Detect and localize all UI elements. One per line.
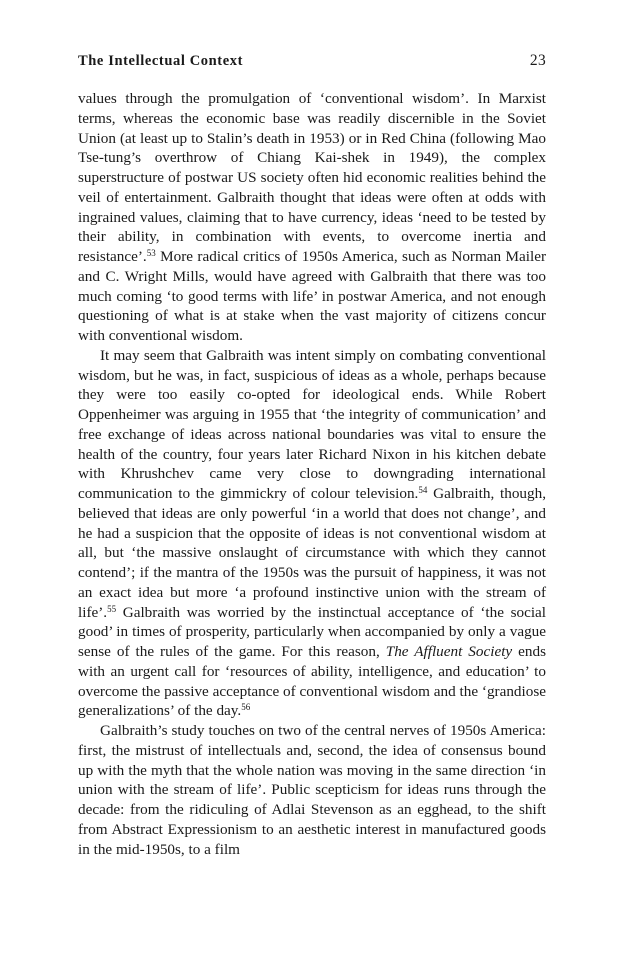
text-run: values through the promulgation of ‘conventional wisdom’. In Marxist terms, whereas the economic base was readily discernible in the Soviet Union (at least up to Stalin’s death in 1953) or in Red China (following Mao Tse-tung’s overthrow of Chiang Kai-shek in 1949), the complex superstructure of postwar US society often hid economic realities behind the veil of entertainment. Galbraith thought that ideas were often at odds with ingrained values, claiming that to have currency, ideas ‘need to be tested by their ability, in combination with events, to overcome inertia and resistance’.	[78, 90, 546, 265]
paragraph	[78, 346, 546, 721]
text-run: ends with an urgent call for ‘resources of ability, intelligence, and education’ to overcome the passive acceptance of conventional wisdom and the ‘grandiose generalizations’ of the day.	[78, 643, 546, 720]
text-run: Galbraith, though, believed that ideas are only powerful ‘in a world that does not change’, and he had a suspicion that the opposite of ideas is not conventional wisdom at all, but ‘the massive onslaught of circumstance with which they cannot contend’; if the mantra of the 1950s was the pursuit of happiness, it was not an exact idea but more ‘a profound instinctive union with the stream of life’.	[78, 485, 546, 621]
footnote-ref: 55	[107, 603, 117, 614]
running-header	[78, 52, 546, 76]
paragraph	[78, 89, 546, 346]
book-page	[78, 52, 546, 859]
paragraph	[78, 721, 546, 859]
page-number: 23	[529, 52, 546, 69]
running-title: The Intellectual Context	[78, 53, 244, 69]
text-run: Galbraith was worried by the instinctual acceptance of ‘the social good’ in times of prosperity, particularly when accompanied by only a vague sense of the rules of the game. For this reason,	[78, 603, 546, 660]
book-title: The Affluent Society	[385, 643, 513, 660]
text-run: It may seem that Galbraith was intent simply on combating conventional wisdom, but he was, in fact, suspicious of ideas as a whole, perhaps because they were too easily co-opted for ideological ends. While Robert Oppenheimer was arguing in 1955 that ‘the integrity of communication’ and free exchange of ideas across national boundaries was vital to ensure the health of the country, four years later Richard Nixon in his kitchen debate with Khrushchev came very close to downgrading international communication to the gimmickry of colour television.	[78, 346, 546, 502]
footnote-ref: 56	[241, 702, 251, 713]
footnote-ref: 54	[418, 485, 428, 495]
text-run: Galbraith’s study touches on two of the central nerves of 1950s America: first, the mistrust of intellectuals and, second, the idea of consensus bound up with the myth that the whole nation was moving in the same direction ‘in union with the stream of life’. Public scepticism for ideas runs through the decade: from the ridiculing of Adlai Stevenson as an egghead, to the shift from Abstract Expressionism to an aesthetic interest in manufactured goods in the mid-1950s, to a film	[78, 722, 546, 858]
body-text	[78, 89, 546, 859]
footnote-ref: 53	[146, 248, 156, 258]
text-run: More radical critics of 1950s America, such as Norman Mailer and C. Wright Mills, would have agreed with Galbraith that there was too much coming ‘to good terms with life’ in postwar America, and not enough questioning of what is at stake when the vast majority of citizens concur with conventional wisdom.	[78, 248, 546, 344]
